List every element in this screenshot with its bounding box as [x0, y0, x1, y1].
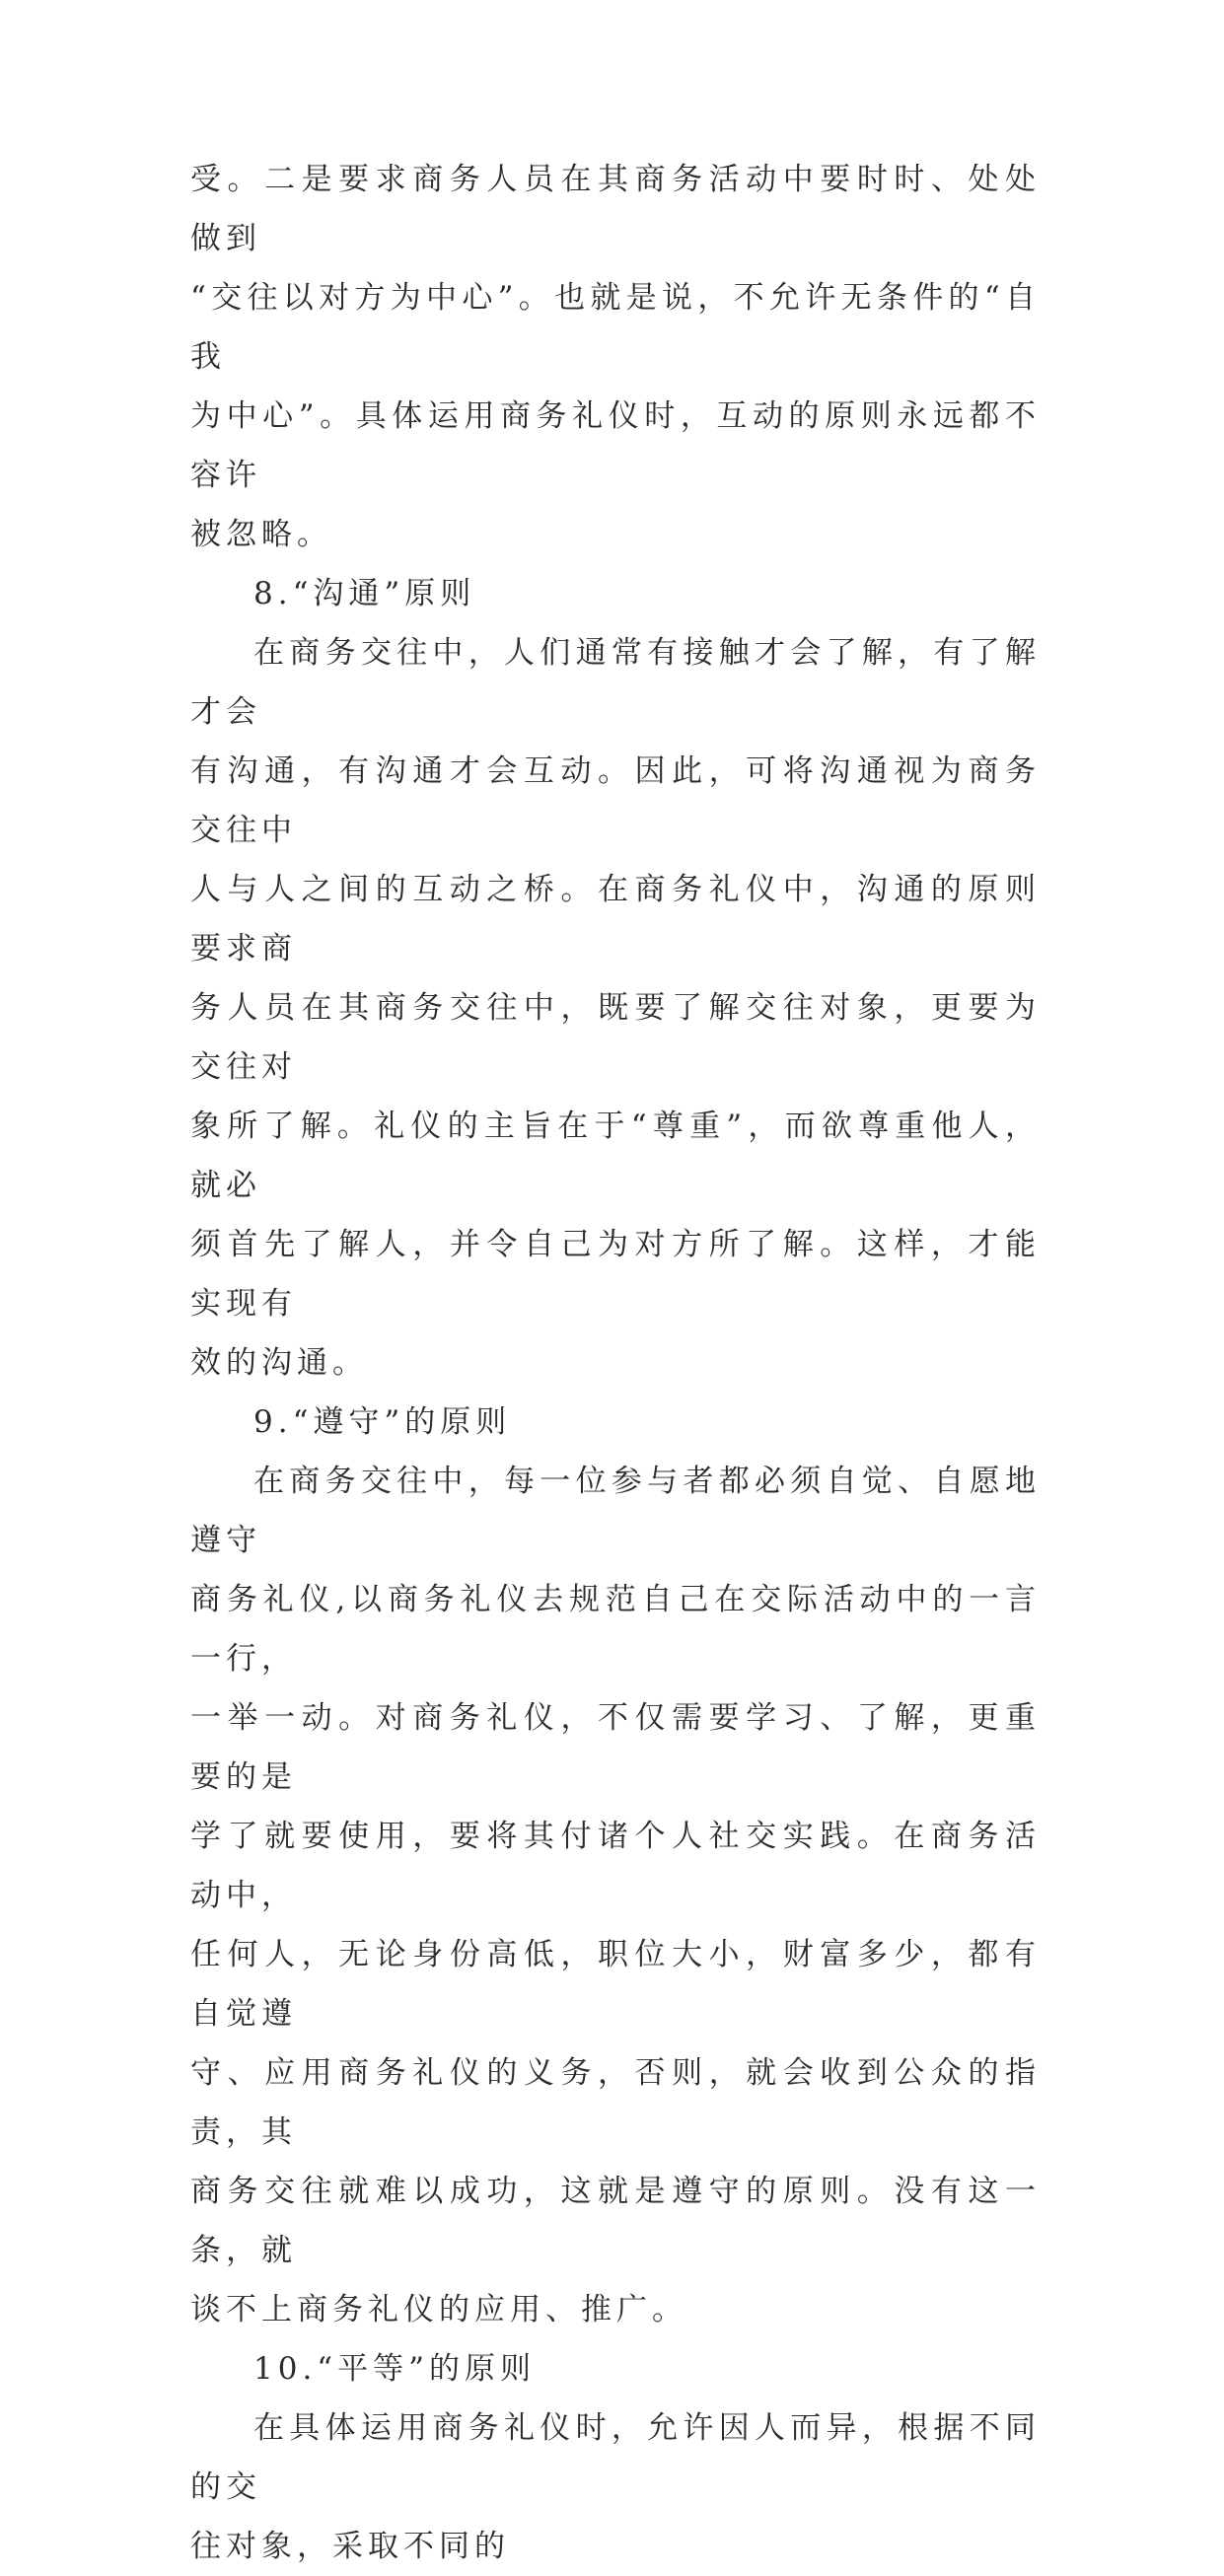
- text-line: 商务礼仪,以商务礼仪去规范自己在交际活动中的一言一行，: [190, 1582, 1041, 1677]
- section-heading: 9.“遵守”的原则: [253, 1404, 512, 1440]
- section-heading: 8.“沟通”原则: [253, 576, 476, 611]
- text-line: 守、应用商务礼仪的义务，否则，就会收到公众的指责，其: [190, 2055, 1041, 2150]
- text-line: 在商务交往中，每一位参与者都必须自觉、自愿地遵守: [190, 1464, 1041, 1558]
- text-line: 一举一动。对商务礼仪，不仅需要学习、了解，更重要的是: [190, 1700, 1041, 1795]
- text-line: 商务交往就难以成功，这就是遵守的原则。没有这一条，就: [190, 2174, 1041, 2268]
- section-heading: 10.“平等”的原则: [253, 2351, 536, 2387]
- text-line: 任何人，无论身份高低，职位大小，财富多少，都有自觉遵: [190, 1937, 1041, 2032]
- text-line: 有沟通，有沟通才会互动。因此，可将沟通视为商务交往中: [190, 753, 1041, 848]
- text-line: 须首先了解人，并令自己为对方所了解。这样，才能实现有: [190, 1227, 1041, 1322]
- document-page: [190, 150, 1041, 2576]
- text-line: 谈不上商务礼仪的应用、推广。: [190, 2292, 687, 2327]
- text-line: 在商务交往中，人们通常有接触才会了解，有了解才会: [190, 635, 1041, 730]
- text-line: 效的沟通。: [190, 1345, 368, 1381]
- text-line: 人与人之间的互动之桥。在商务礼仪中，沟通的原则要求商: [190, 872, 1041, 966]
- text-line: 受。二是要求商务人员在其商务活动中要时时、处处做到: [190, 162, 1041, 256]
- text-line: 象所了解。礼仪的主旨在于“尊重”，而欲尊重他人，就必: [190, 1109, 1041, 1203]
- text-line: 被忽略。: [190, 517, 332, 552]
- text-line: 学了就要使用，要将其付诸个人社交实践。在商务活动中，: [190, 1819, 1041, 1913]
- text-line: 在具体运用商务礼仪时，允许因人而异，根据不同的交: [190, 2410, 1041, 2505]
- text-line: 务人员在其商务交往中，既要了解交往对象，更要为交往对: [190, 990, 1041, 1085]
- text-line: 往对象，采取不同的: [190, 2529, 510, 2564]
- text-line: “交往以对方为中心”。也就是说，不允许无条件的“自我: [190, 280, 1041, 375]
- text-line: 为中心”。具体运用商务礼仪时，互动的原则永远都不容许: [190, 398, 1041, 493]
